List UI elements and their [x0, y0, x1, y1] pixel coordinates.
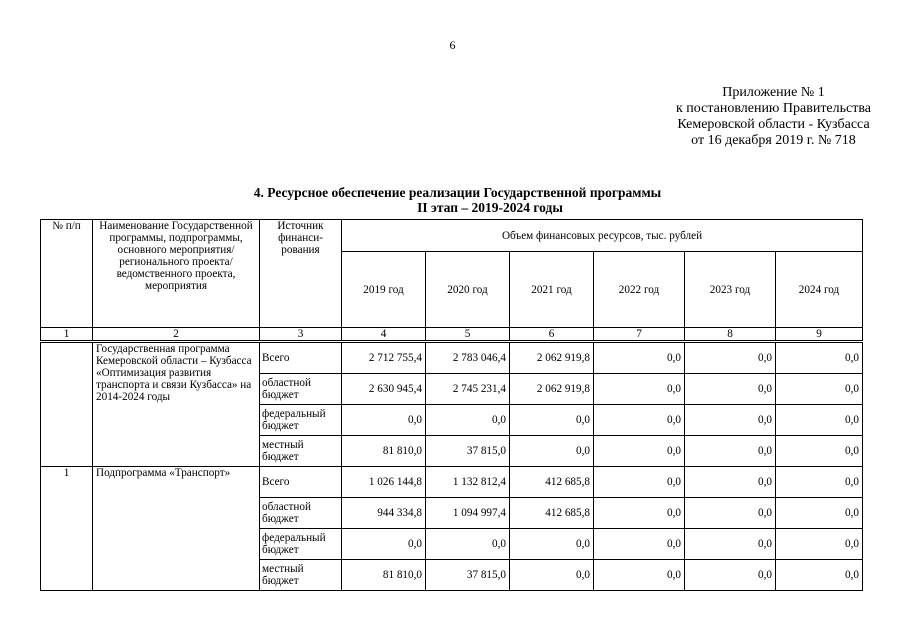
- amount-cell: 2 745 231,4: [426, 374, 510, 405]
- column-number: 1: [41, 328, 93, 342]
- amount-cell: 81 810,0: [342, 560, 426, 591]
- funding-source: местный бюджет: [260, 436, 342, 467]
- appendix-line: от 16 декабря 2019 г. № 718: [691, 133, 856, 148]
- column-number: 4: [342, 328, 426, 342]
- amount-cell: 2 062 919,8: [510, 374, 594, 405]
- amount-cell: 0,0: [776, 405, 863, 436]
- header-year: 2020 год: [426, 252, 510, 328]
- program-name: Подпрограмма «Транспорт»: [93, 467, 260, 591]
- resource-table: [40, 219, 863, 591]
- header-num: № п/п: [41, 220, 93, 328]
- amount-cell: 0,0: [776, 436, 863, 467]
- header-row: [41, 220, 863, 252]
- column-number: 9: [776, 328, 863, 342]
- funding-source: областной бюджет: [260, 498, 342, 529]
- header-year: 2024 год: [776, 252, 863, 328]
- amount-cell: 0,0: [594, 498, 685, 529]
- amount-cell: 0,0: [776, 342, 863, 374]
- document-title: [0, 185, 905, 215]
- amount-cell: 2 712 755,4: [342, 342, 426, 374]
- amount-cell: 412 685,8: [510, 498, 594, 529]
- amount-cell: 0,0: [342, 529, 426, 560]
- amount-cell: 0,0: [594, 405, 685, 436]
- amount-cell: 0,0: [510, 560, 594, 591]
- title-stage-line: II этап – 2019-2024 годы: [417, 200, 563, 215]
- amount-cell: 0,0: [510, 405, 594, 436]
- resource-table-body: [41, 220, 863, 591]
- row-number: 1: [41, 467, 93, 591]
- amount-cell: 1 132 812,4: [426, 467, 510, 498]
- amount-cell: 0,0: [685, 374, 776, 405]
- page-number: 6: [449, 38, 456, 52]
- funding-source: местный бюджет: [260, 560, 342, 591]
- amount-cell: 0,0: [685, 529, 776, 560]
- header-volume: Объем финансовых ресурсов, тыс. рублей: [342, 220, 863, 252]
- amount-cell: 2 062 919,8: [510, 342, 594, 374]
- amount-cell: 412 685,8: [510, 467, 594, 498]
- header-name: Наименование Государственной программы, подпрограммы, основного мероприятия/регионального проекта/ведомственного проекта, мероприятия: [93, 220, 260, 328]
- amount-cell: 0,0: [685, 342, 776, 374]
- amount-cell: 0,0: [776, 560, 863, 591]
- amount-cell: 0,0: [594, 342, 685, 374]
- amount-cell: 1 026 144,8: [342, 467, 426, 498]
- amount-cell: 0,0: [594, 560, 685, 591]
- amount-cell: 0,0: [594, 436, 685, 467]
- amount-cell: 0,0: [510, 529, 594, 560]
- funding-source: Всего: [260, 342, 342, 374]
- header-year: 2021 год: [510, 252, 594, 328]
- amount-cell: 2 630 945,4: [342, 374, 426, 405]
- column-number: 7: [594, 328, 685, 342]
- amount-cell: 0,0: [594, 374, 685, 405]
- table-row: [41, 342, 863, 374]
- amount-cell: 0,0: [776, 529, 863, 560]
- column-number: 6: [510, 328, 594, 342]
- amount-cell: 37 815,0: [426, 436, 510, 467]
- amount-cell: 81 810,0: [342, 436, 426, 467]
- funding-source: Всего: [260, 467, 342, 498]
- amount-cell: 0,0: [685, 498, 776, 529]
- column-numbers-row: [41, 328, 863, 342]
- amount-cell: 0,0: [776, 467, 863, 498]
- amount-cell: 0,0: [685, 467, 776, 498]
- column-number: 8: [685, 328, 776, 342]
- title-line: 4. Ресурсное обеспечение реализации Государственной программы: [253, 185, 662, 200]
- amount-cell: 2 783 046,4: [426, 342, 510, 374]
- amount-cell: 944 334,8: [342, 498, 426, 529]
- column-number: 3: [260, 328, 342, 342]
- column-number: 2: [93, 328, 260, 342]
- table-row: [41, 467, 863, 498]
- amount-cell: 0,0: [776, 498, 863, 529]
- amount-cell: 1 094 997,4: [426, 498, 510, 529]
- amount-cell: 0,0: [685, 560, 776, 591]
- header-year: 2023 год: [685, 252, 776, 328]
- header-year: 2019 год: [342, 252, 426, 328]
- amount-cell: 0,0: [426, 529, 510, 560]
- funding-source: федеральный бюджет: [260, 405, 342, 436]
- header-year: 2022 год: [594, 252, 685, 328]
- row-number: [41, 342, 93, 467]
- appendix-line: Приложение № 1: [722, 85, 825, 100]
- amount-cell: 0,0: [510, 436, 594, 467]
- funding-source: областной бюджет: [260, 374, 342, 405]
- header-source: Источник финанси-рования: [260, 220, 342, 328]
- amount-cell: 0,0: [685, 405, 776, 436]
- amount-cell: 0,0: [594, 529, 685, 560]
- amount-cell: 0,0: [685, 436, 776, 467]
- amount-cell: 0,0: [342, 405, 426, 436]
- appendix-line: к постановлению Правительства: [675, 101, 871, 116]
- program-name: Государственная программа Кемеровской области – Кузбасса «Оптимизация развития транспорта и связи Кузбасса» на 2014-2024 годы: [93, 342, 260, 467]
- amount-cell: 0,0: [594, 467, 685, 498]
- funding-source: федеральный бюджет: [260, 529, 342, 560]
- column-number: 5: [426, 328, 510, 342]
- appendix-block: [676, 85, 871, 149]
- amount-cell: 0,0: [776, 374, 863, 405]
- appendix-line: Кемеровской области - Кузбасса: [677, 117, 870, 132]
- amount-cell: 37 815,0: [426, 560, 510, 591]
- amount-cell: 0,0: [426, 405, 510, 436]
